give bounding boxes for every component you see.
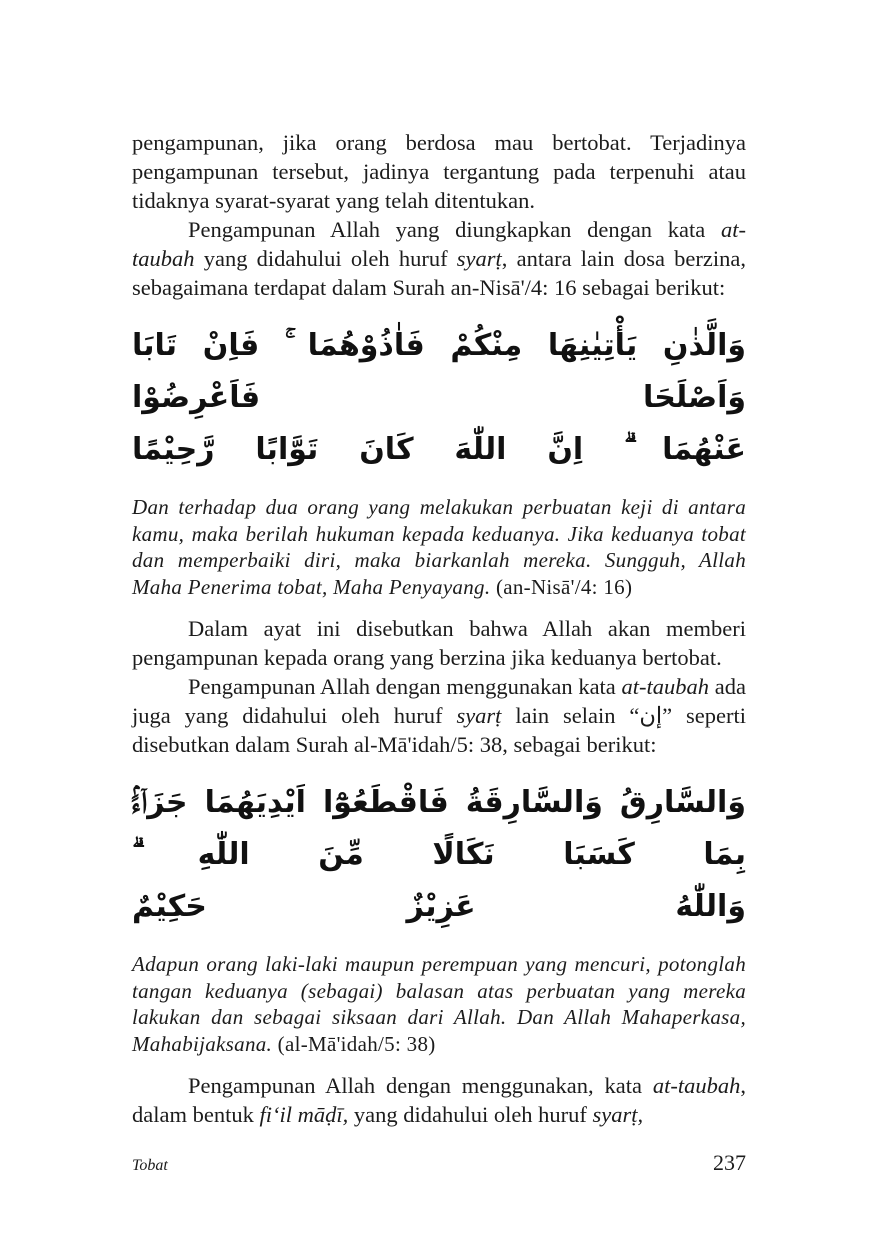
- term-at-taubah: at-taubah: [621, 674, 710, 699]
- running-title: Tobat: [132, 1157, 168, 1174]
- page-footer: [132, 1150, 746, 1176]
- verse-an-nisa-16-translation: Dan terhadap dua orang yang melakukan perbuatan keji di antara kamu, maka berilah hukuman kepada keduanya. Jika keduanya tobat dan memperbaiki diri, maka biarkanlah mereka. Sungguh, Allah Maha Penerima tobat, Maha Penyayang. (an-Nisā'/4: 16): [132, 495, 746, 599]
- term-syart: syarṭ,: [592, 1102, 644, 1127]
- term-syart: syarṭ: [456, 246, 502, 271]
- page-body: [132, 128, 746, 1129]
- verse-an-nisa-16-arabic: [132, 320, 746, 476]
- paragraph-1: pengampunan, jika orang berdosa mau bertobat. Terjadinya pengampunan tersebut, jadinya tergantung pada terpenuhi atau tidaknya syarat-syarat yang telah ditentukan.: [132, 130, 746, 213]
- verse-line: عَنْهُمَا ۗ اِنَّ اللّٰهَ كَانَ تَوَّابًا رَّحِيْمًا: [132, 432, 746, 467]
- paragraph-5: Pengampunan Allah dengan menggunakan, kata at-taubah, dalam bentuk fi‘il māḍī, yang didahului oleh huruf syarṭ,: [132, 1073, 746, 1127]
- verse-reference: (an-Nisā'/4: 16): [490, 574, 633, 599]
- term-fiil-madi: fi‘il māḍī,: [259, 1102, 349, 1127]
- paragraph-3: Dalam ayat ini disebutkan bahwa Allah akan memberi pengampunan kepada orang yang berzina jika keduanya bertobat.: [132, 616, 746, 670]
- paragraph-2: Pengampunan Allah yang diungkapkan dengan kata at-taubah yang didahului oleh huruf syarṭ, antara lain dosa berzina, sebagaimana terdapat dalam Surah an-Nisā'/4: 16 sebagai berikut:: [132, 217, 747, 300]
- paragraph-4: Pengampunan Allah dengan menggunakan kata at-taubah ada juga yang didahului oleh huruf syarṭ lain selain “إن” seperti disebutkan dalam Surah al-Mā'idah/5: 38, sebagai berikut:: [132, 674, 746, 757]
- page-number: 237: [713, 1150, 746, 1175]
- verse-al-maidah-38-arabic: [132, 777, 746, 933]
- term-at-taubah: at-taubah: [652, 1073, 741, 1098]
- term-at-taubah: at-taubah: [132, 217, 746, 271]
- term-syart: syarṭ: [456, 703, 502, 728]
- verse-reference: (al-Mā'idah/5: 38): [272, 1031, 436, 1056]
- verse-line: وَالَّذٰنِ يَأْتِيٰنِهَا مِنْكُمْ فَاٰذُوْهُمَا ۚ فَاِنْ تَابَا وَاَصْلَحَا فَاَعْرِضُوْا: [132, 328, 746, 415]
- verse-line: وَالسَّارِقُ وَالسَّارِقَةُ فَاقْطَعُوْٓا اَيْدِيَهُمَا جَزَاۤءًۢ بِمَا كَسَبَا نَكَالًا مِّنَ اللّٰهِ ۗ: [132, 785, 746, 872]
- verse-line: وَاللّٰهُ عَزِيْزٌ حَكِيْمٌ: [132, 889, 746, 924]
- verse-al-maidah-38-translation: Adapun orang laki-laki maupun perempuan yang mencuri, potonglah tangan keduanya (sebagai) balasan atas perbuatan yang mereka lakukan dan sebagai siksaan dari Allah. Dan Allah Mahaperkasa, Mahabijaksana. (al-Mā'idah/5: 38): [132, 952, 746, 1056]
